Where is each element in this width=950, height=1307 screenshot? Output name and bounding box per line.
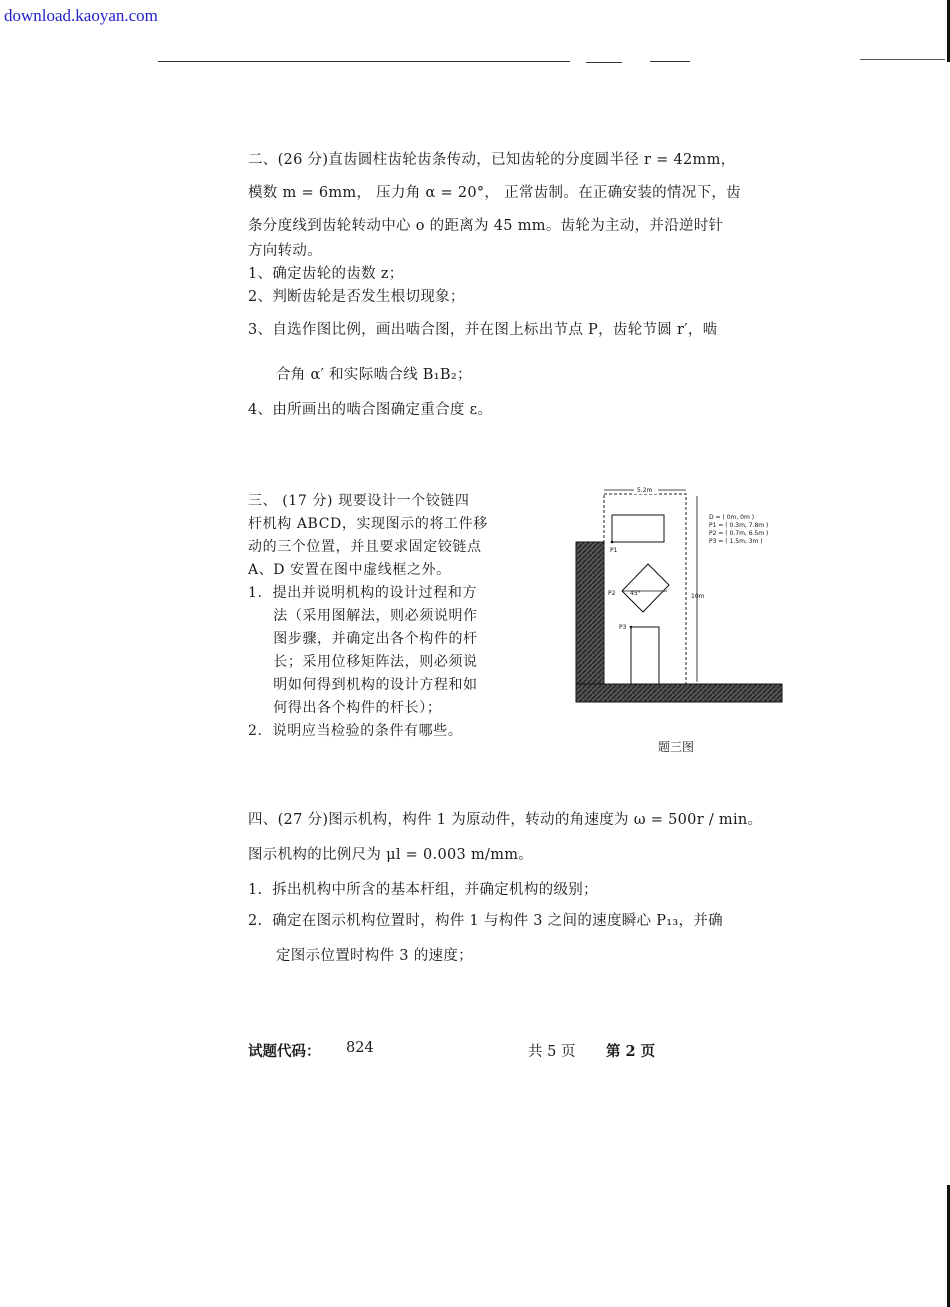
header-rule-dash (586, 62, 622, 63)
q2-line: 方向转动。 (248, 243, 322, 259)
angle-label: 45° (630, 590, 641, 597)
workpiece-p1 (612, 515, 664, 542)
q3-line: 三、 (17 分) 现要设计一个铰链四 (248, 493, 470, 509)
q2-line: 二、(26 分)直齿圆柱齿轮齿条传动，已知齿轮的分度圆半径 r = 42mm， (248, 152, 736, 168)
q4-item: 定图示位置时构件 3 的速度； (276, 948, 473, 964)
q4-item: 2. 确定在图示机构位置时，构件 1 与构件 3 之间的速度瞬心 P₁₃，并确 (248, 913, 723, 929)
q2-item: 1、确定齿轮的齿数 z； (248, 266, 404, 282)
question-3 (248, 490, 488, 743)
height-label: 10m (691, 593, 705, 600)
watermark[interactable]: download.kaoyan.com (4, 6, 158, 25)
q2-line: 条分度线到齿轮转动中心 o 的距离为 45 mm。齿轮为主动，并沿逆时针 (248, 218, 724, 234)
p2-label: P2 (608, 590, 616, 597)
q3-line: 何得出各个构件的杆长）； (248, 700, 442, 716)
exam-code: 824 (346, 1040, 374, 1056)
ground-wall (576, 542, 604, 702)
q4-line: 图示机构的比例尺为 μl = 0.003 m/mm。 (248, 847, 534, 863)
page-total: 共 5 页 (528, 1044, 576, 1060)
figure-caption: 题三图 (658, 740, 695, 754)
legend-line: D = ( 0m, 0m ) (709, 514, 755, 521)
ground-floor (576, 684, 782, 702)
q3-line: 动的三个位置，并且要求固定铰链点 (248, 539, 482, 555)
q4-item: 1. 拆出机构中所含的基本杆组，并确定机构的级别； (248, 882, 598, 898)
q2-item: 合角 α′ 和实际啮合线 B₁B₂； (276, 367, 472, 383)
q3-line: 图步骤，并确定出各个构件的杆 (248, 631, 478, 647)
p1-label: P1 (610, 547, 618, 554)
q3-figure (572, 484, 787, 709)
q3-line: A、D 安置在图中虚线框之外。 (248, 562, 451, 578)
q2-item: 3、自选作图比例，画出啮合图，并在图上标出节点 P，齿轮节圆 r′，啮 (248, 322, 718, 338)
q3-line: 2. 说明应当检验的条件有哪些。 (248, 723, 463, 739)
page-number: 第 2 页 (606, 1043, 656, 1060)
legend-line: P3 = ( 1.5m, 3m ) (709, 538, 763, 545)
q2-item: 4、由所画出的啮合图确定重合度 ε。 (248, 402, 493, 418)
exam-code-label: 试题代码： (248, 1043, 321, 1060)
width-label: 5.2m (637, 487, 653, 494)
q3-line: 1. 提出并说明机构的设计过程和方 (248, 585, 478, 601)
q2-line: 模数 m = 6mm， 压力角 α = 20°， 正常齿制。在正确安装的情况下，齿 (248, 185, 741, 201)
q2-item: 2、判断齿轮是否发生根切现象； (248, 289, 465, 305)
workpiece-p3 (631, 627, 659, 684)
header-rule-dash (860, 59, 945, 60)
legend-line: P1 = ( 0.3m, 7.8m ) (709, 522, 769, 529)
p3-label: P3 (619, 624, 627, 631)
legend-line: P2 = ( 0.7m, 6.5m ) (709, 530, 769, 537)
q3-line: 明如何得到机构的设计方程和如 (248, 677, 478, 693)
header-rule (158, 61, 570, 62)
q3-line: 法（采用图解法，则必须说明作 (248, 608, 478, 624)
q3-line: 杆机构 ABCD，实现图示的将工件移 (248, 516, 488, 532)
header-rule-dash (650, 61, 690, 62)
q3-line: 长；采用位移矩阵法，则必须说 (248, 654, 478, 670)
q4-line: 四、(27 分)图示机构，构件 1 为原动件，转动的角速度为 ω = 500r / min。 (248, 812, 763, 828)
workpiece-p2 (622, 564, 669, 612)
